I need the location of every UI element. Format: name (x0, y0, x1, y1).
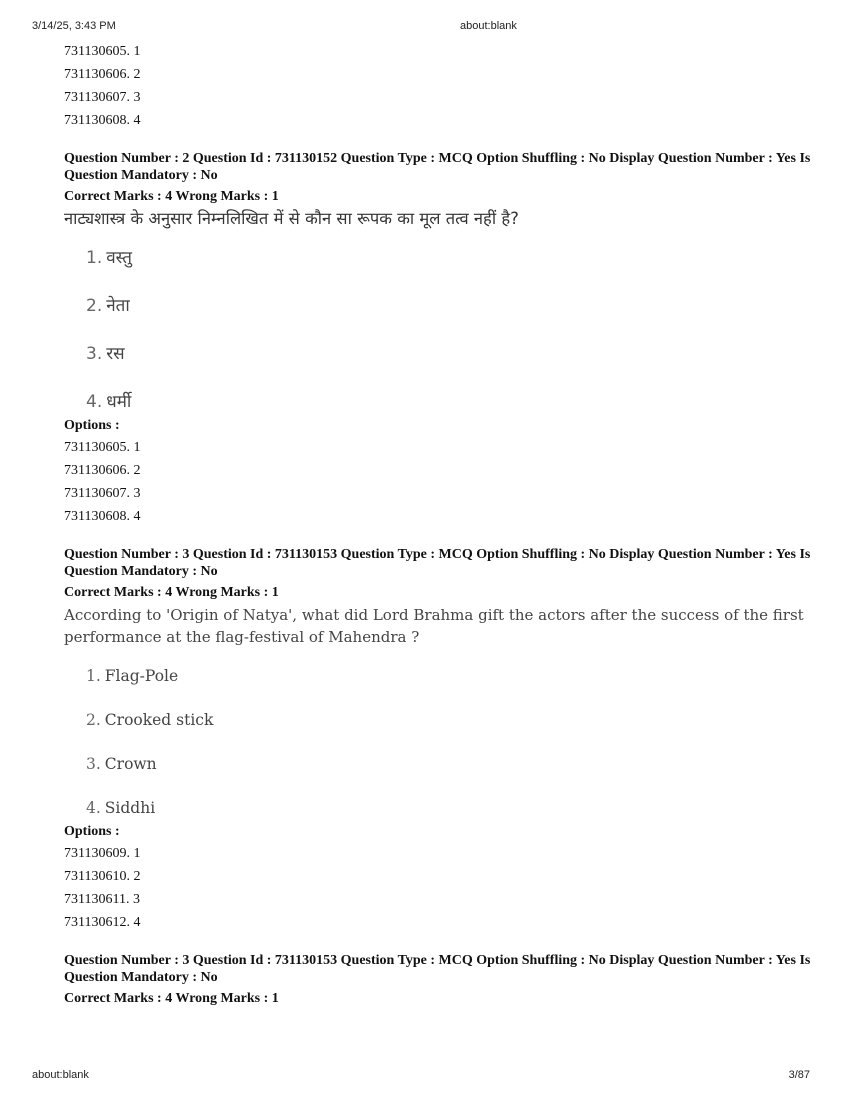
answer-choice: 2. नेता (86, 296, 130, 316)
answer-choice: 1. Flag-Pole (86, 667, 179, 685)
answer-choice: 2. Crooked stick (86, 711, 214, 729)
question-marks: Correct Marks : 4 Wrong Marks : 1 (64, 189, 279, 204)
print-title: about:blank (460, 20, 517, 32)
question-text: नाट्यशास्त्र के अनुसार निम्नलिखित में से कौन सा रूपक का मूल तत्व नहीं है? (64, 209, 519, 228)
print-footer (0, 1069, 850, 1085)
option-line: 731130612. 4 (64, 915, 141, 930)
question-block (64, 150, 824, 528)
previous-options-list (64, 40, 824, 132)
option-line: 731130608. 4 (64, 113, 141, 128)
answer-choice: 4. धर्मी (86, 392, 132, 412)
option-line: 731130605. 1 (64, 440, 141, 455)
option-line: 731130606. 2 (64, 67, 141, 82)
document-body (64, 40, 824, 1007)
print-header (0, 20, 850, 36)
question-text: According to 'Origin of Natya', what did Lord Brahma gift the actors after the success of the first performance at the flag-festival of Mahendra ? (64, 606, 804, 646)
option-line: 731130611. 3 (64, 892, 140, 907)
answer-choice: 1. वस्तु (86, 248, 132, 268)
answer-choices (86, 664, 824, 822)
question-meta: Question Number : 2 Question Id : 731130152 Question Type : MCQ Option Shuffling : No Display Question Number : Yes Is Question Mandatory : No (64, 151, 811, 183)
answer-choice: 3. Crown (86, 755, 157, 773)
answer-choice: 3. रस (86, 344, 125, 364)
option-line: 731130605. 1 (64, 44, 141, 59)
question-block (64, 952, 824, 1007)
option-line: 731130606. 2 (64, 463, 141, 478)
print-url: about:blank (32, 1069, 89, 1081)
question-meta: Question Number : 3 Question Id : 731130153 Question Type : MCQ Option Shuffling : No Display Question Number : Yes Is Question Mandatory : No (64, 953, 811, 985)
option-line: 731130607. 3 (64, 486, 141, 501)
options-label: Options : (64, 824, 120, 839)
options-list (64, 436, 824, 528)
options-list (64, 842, 824, 934)
print-datetime: 3/14/25, 3:43 PM (32, 20, 116, 32)
answer-choices (86, 246, 824, 416)
question-meta: Question Number : 3 Question Id : 731130153 Question Type : MCQ Option Shuffling : No Display Question Number : Yes Is Question Mandatory : No (64, 547, 811, 579)
answer-choice: 4. Siddhi (86, 799, 156, 817)
option-line: 731130610. 2 (64, 869, 141, 884)
option-line: 731130607. 3 (64, 90, 141, 105)
options-label: Options : (64, 418, 120, 433)
option-line: 731130608. 4 (64, 509, 141, 524)
question-block (64, 546, 824, 934)
option-line: 731130609. 1 (64, 846, 141, 861)
question-marks: Correct Marks : 4 Wrong Marks : 1 (64, 585, 279, 600)
page-number: 3/87 (788, 1069, 810, 1081)
question-marks: Correct Marks : 4 Wrong Marks : 1 (64, 991, 279, 1006)
